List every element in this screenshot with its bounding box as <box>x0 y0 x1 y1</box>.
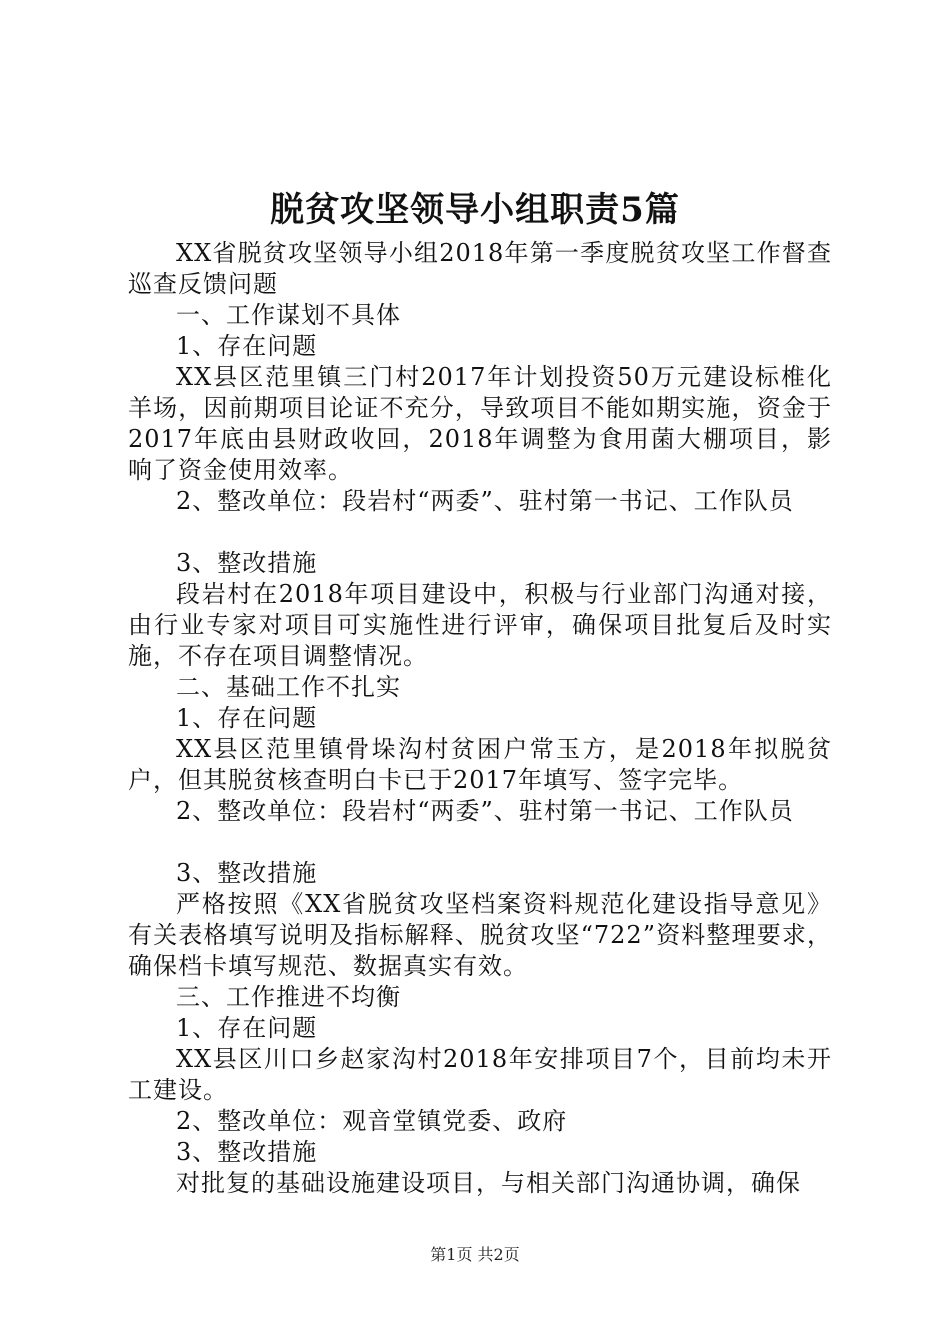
subheading-unit: 2、整改单位：观音堂镇党委、政府 <box>176 1107 568 1135</box>
subheading-unit: 2、整改单位：段岩村“两委”、驻村第一书记、工作队员 <box>176 797 794 825</box>
paragraph-measures: 对批复的基础设施建设项目，与相关部门沟通协调，确保 <box>176 1169 801 1197</box>
paragraph-problem: XX县区范里镇三门村2017年计划投资50万元建设标椎化羊场，因前期项目论证不充分，导致项目不能如期实施，资金于2017年底由县财政收回，2018年调整为食用菌大棚项目，影响了资金使用效率。 <box>128 363 832 484</box>
subheading-measures: 3、整改措施 <box>176 549 318 577</box>
paragraph-intro: XX省脱贫攻坚领导小组2018年第一季度脱贫攻坚工作督查巡查反馈问题 <box>128 239 832 298</box>
subheading-unit: 2、整改单位：段岩村“两委”、驻村第一书记、工作队员 <box>176 487 794 515</box>
paragraph-measures: 段岩村在2018年项目建设中，积极与行业部门沟通对接，由行业专家对项目可实施性进行评审，确保项目批复后及时实施，不存在项目调整情况。 <box>128 580 832 670</box>
subheading-measures: 3、整改措施 <box>176 1138 318 1166</box>
subheading-problem: 1、存在问题 <box>176 1014 318 1042</box>
document-title: 脱贫攻坚领导小组职责5篇 <box>270 190 680 230</box>
section-heading-2: 二、基础工作不扎实 <box>176 673 401 701</box>
subheading-problem: 1、存在问题 <box>176 332 318 360</box>
document-body <box>128 238 832 1199</box>
subheading-problem: 1、存在问题 <box>176 704 318 732</box>
section-heading-3: 三、工作推进不均衡 <box>176 983 401 1011</box>
paragraph-measures: 严格按照《XX省脱贫攻坚档案资料规范化建设指导意见》有关表格填写说明及指标解释、脱贫攻坚“722”资料整理要求，确保档卡填写规范、数据真实有效。 <box>128 890 832 980</box>
section-heading-1: 一、工作谋划不具体 <box>176 301 401 329</box>
paragraph-problem: XX县区川口乡赵家沟村2018年安排项目7个，目前均未开工建设。 <box>128 1045 832 1104</box>
subheading-measures: 3、整改措施 <box>176 859 318 887</box>
page-number: 第1页 共2页 <box>430 1245 520 1264</box>
paragraph-problem: XX县区范里镇骨垛沟村贫困户常玉方，是2018年拟脱贫户，但其脱贫核查明白卡已于2017年填写、签字完毕。 <box>128 735 832 794</box>
